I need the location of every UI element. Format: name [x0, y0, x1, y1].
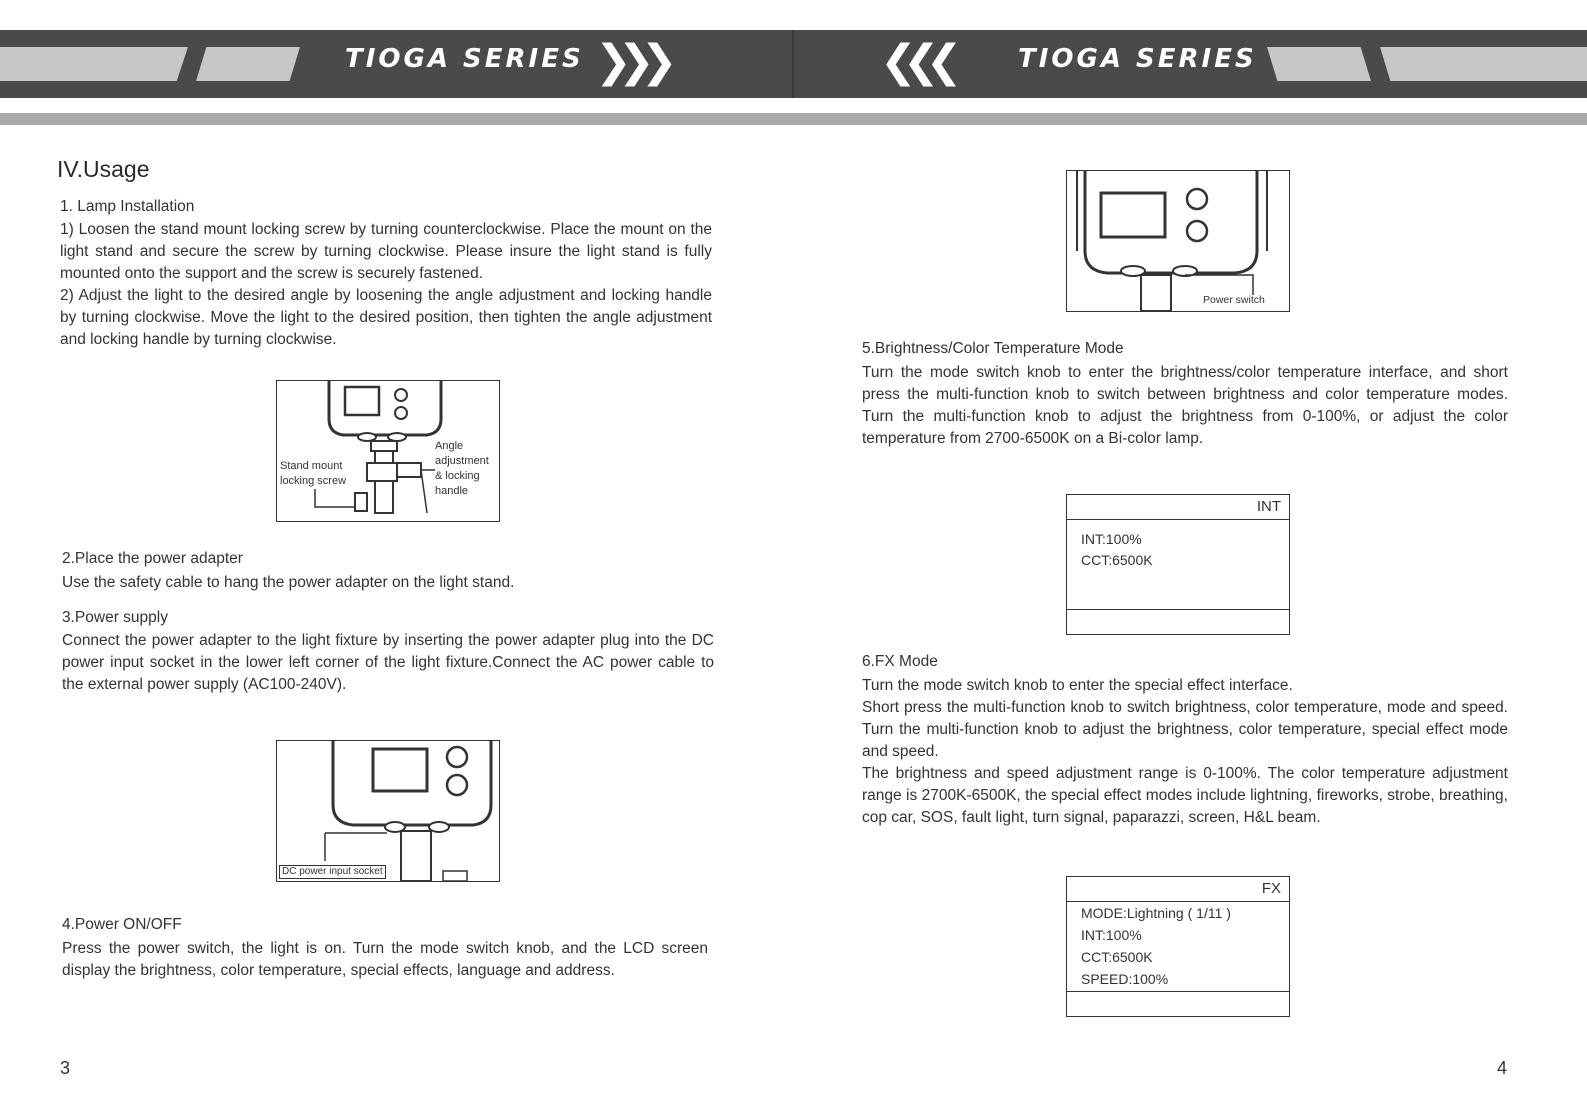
power-onoff-title: 4.Power ON/OFF — [62, 916, 182, 933]
lamp-installation-title: 1. Lamp Installation — [60, 198, 195, 215]
series-title-left: TIOGA SERIES — [345, 44, 584, 74]
chevrons-right-icon: ❯❯❯ — [595, 36, 664, 87]
power-switch-figure — [1066, 170, 1290, 312]
header-stripe-left-1 — [0, 47, 188, 81]
power-supply-text: Connect the power adapter to the light fixture by inserting the power adapter plug into the DC power input socket in the lower left corner of the light fixture.Connect the AC power cable to the external power supply (AC100-240V). — [62, 632, 714, 693]
angle-adjustment-label: Angle adjustment & locking handle — [435, 440, 489, 497]
lcd-fx-header: FX — [1067, 877, 1289, 902]
fx-mode-title: 6.FX Mode — [862, 653, 938, 670]
header-subband — [0, 113, 1587, 125]
lamp-installation-step-1: 1) Loosen the stand mount locking screw by turning counterclockwise. Place the mount on the light stand and secure the screw by turning clockwise. Please insure the light stand is fully mounted onto the support and the screw is securely fastened. — [60, 221, 712, 282]
lcd-fx-speed-line: SPEED:100% — [1081, 971, 1169, 987]
power-switch-label: Power switch — [1203, 294, 1265, 306]
lcd-fx-cct-line: CCT:6500K — [1081, 949, 1153, 965]
dc-socket-illustration — [277, 741, 499, 881]
header-divider — [792, 30, 794, 98]
lamp-installation-step-2: 2) Adjust the light to the desired angle by loosening the angle adjustment and locking handle by turning clockwise. Move the light to the desired position, then tighten the angle adjustment and locking handle by turning clockwise. — [60, 287, 712, 348]
chevrons-left-icon: ❮❮❮ — [880, 36, 949, 87]
power-switch-illustration — [1067, 171, 1289, 311]
brightness-mode-title: 5.Brightness/Color Temperature Mode — [862, 340, 1124, 357]
lcd-int-footer — [1067, 609, 1289, 634]
lcd-fx-display — [1066, 876, 1290, 1017]
stand-mount-figure — [276, 380, 500, 522]
lcd-int-display — [1066, 494, 1290, 635]
stand-mount-label: Stand mount locking screw — [280, 460, 347, 487]
lcd-fx-mode-line: MODE:Lightning ( 1/11 ) — [1081, 905, 1231, 921]
usage-heading: IV.Usage — [57, 156, 150, 182]
lcd-int-header: INT — [1067, 495, 1289, 520]
page-number-left: 3 — [60, 1058, 71, 1078]
fx-mode-text-2: Short press the multi-function knob to switch brightness, color temperature, mode and speed. Turn the multi-function knob to adjust the brightness, color temperature, special effect mode and speed. — [862, 699, 1508, 760]
dc-socket-figure — [276, 740, 500, 882]
power-supply-title: 3.Power supply — [62, 609, 168, 626]
lcd-fx-int-line: INT:100% — [1081, 927, 1142, 943]
power-adapter-text: Use the safety cable to hang the power adapter on the light stand. — [62, 574, 515, 591]
lcd-fx-footer — [1067, 991, 1289, 1016]
dc-socket-label: DC power input socket — [279, 865, 386, 879]
series-title-right: TIOGA SERIES — [1018, 44, 1257, 74]
lcd-int-line: INT:100% — [1081, 531, 1142, 547]
header-stripe-left-2 — [196, 47, 300, 81]
power-onoff-text: Press the power switch, the light is on. Turn the mode switch knob, and the LCD screen display the brightness, color temperature, special effects, language and address. — [62, 940, 708, 979]
fx-mode-text-1: Turn the mode switch knob to enter the special effect interface. — [862, 677, 1293, 694]
brightness-mode-text: Turn the mode switch knob to enter the brightness/color temperature interface, and short press the multi-function knob to switch between brightness and color temperature modes. Turn the multi-function knob to adjust the brightness from 0-100%, or adjust the color temperature from 2700-6500K on a Bi-color lamp. — [862, 364, 1508, 447]
header-stripe-right-2 — [1380, 47, 1587, 81]
header-stripe-right-1 — [1267, 47, 1371, 81]
lcd-cct-line: CCT:6500K — [1081, 552, 1153, 568]
power-adapter-title: 2.Place the power adapter — [62, 550, 243, 567]
page-number-right: 4 — [1497, 1058, 1508, 1078]
fx-mode-text-3: The brightness and speed adjustment range is 0-100%. The color temperature adjustment range is 2700K-6500K, the special effect modes include lightning, fireworks, strobe, breathing, cop car, SOS, fault light, turn signal, paparazzi, screen, H&L beam. — [862, 765, 1508, 826]
